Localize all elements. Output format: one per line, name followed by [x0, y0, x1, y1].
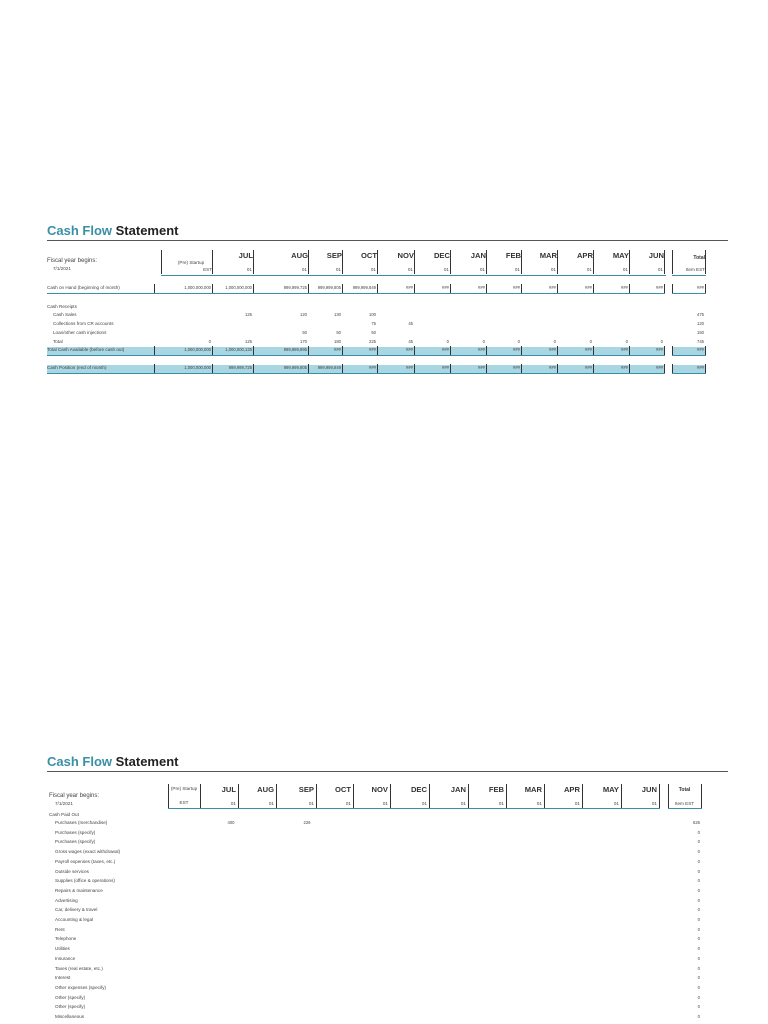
sheet1-receipt-cell: 75 — [371, 321, 376, 326]
sheet2-title — [47, 754, 179, 769]
sheet1-cell: ### — [656, 365, 663, 370]
sheet1-total-row-cell: 0 — [589, 339, 592, 344]
sheet2-paid-out-total: 0 — [697, 975, 700, 980]
sheet2-month-oct: OCT — [334, 785, 351, 794]
sheet2-paid-out-total: 0 — [697, 907, 700, 912]
sheet2-paid-out-total: 0 — [697, 888, 700, 893]
sheet2-col-divider — [506, 784, 507, 809]
sheet2-paid-out-label: Insurance — [55, 956, 76, 961]
sheet1-cell: ### — [585, 347, 592, 352]
sheet1-cell: ### — [513, 285, 520, 290]
sheet2-paid-out-total: 0 — [697, 946, 700, 951]
sheet2-month-sub: 01 — [536, 801, 542, 806]
sheet2-fiscal-date: 7/1/2021 — [55, 801, 73, 806]
sheet2-month-sub: 01 — [460, 801, 466, 806]
sheet1-total-cell: ### — [697, 285, 704, 290]
sheet2-month-nov: NOV — [371, 785, 388, 794]
sheet1-total-row-cell: 0 — [660, 339, 663, 344]
sheet1-month-jul: JUL — [238, 251, 253, 260]
sheet2-paid-out-total: 0 — [697, 966, 700, 971]
sheet2-month-sub: 01 — [651, 801, 657, 806]
sheet2-paid-out-jul: 400 — [227, 820, 235, 825]
sheet1-cell: ### — [406, 285, 413, 290]
sheet1-receipt-label: Collections from CR accounts — [53, 321, 114, 326]
sheet1-cell: ### — [442, 365, 449, 370]
sheet2-paid-out-total: 0 — [697, 956, 700, 961]
sheet1-month-sub: 01 — [443, 267, 449, 272]
sheet1-month-nov: NOV — [397, 251, 414, 260]
sheet2-paid-out-label: Payroll expenses (taxes, etc.) — [55, 859, 116, 864]
sheet2-paid-out-total: 0 — [697, 849, 700, 854]
sheet1-month-sub: 01 — [622, 267, 628, 272]
sheet1-total-row-cell: 0 — [517, 339, 520, 344]
sheet1-month-sub: 01 — [657, 267, 663, 272]
sheet2-paid-out-header: Cash Paid Out — [49, 812, 79, 817]
sheet1-month-sub: 01 — [370, 267, 376, 272]
sheet2-header-underline-total — [668, 808, 702, 809]
sheet2-col-divider — [668, 784, 669, 809]
sheet1-cell: ### — [369, 347, 376, 352]
sheet1-cell: ### — [656, 347, 663, 352]
sheet1-cell: ### — [478, 365, 485, 370]
sheet1-cell: 1,000,000,000 — [184, 285, 211, 290]
sheet2-month-apr: APR — [563, 785, 580, 794]
sheet1-cell: 999,999,805 — [317, 285, 341, 290]
sheet2-header-underline — [168, 808, 660, 809]
sheet1-cell: ### — [478, 347, 485, 352]
sheet2-paid-out-label: Gross wages (exact withdrawal) — [55, 849, 121, 854]
sheet2-paid-out-total: 0 — [697, 839, 700, 844]
sheet2-paid-out-total: 0 — [697, 995, 700, 1000]
sheet1-cell: ### — [621, 365, 628, 370]
sheet1-month-sub: 01 — [301, 267, 307, 272]
sheet1-total-row-cell: 225 — [369, 339, 376, 344]
sheet1-cell: 1,000,000,125 — [225, 347, 252, 352]
sheet2-paid-out-total: 0 — [697, 927, 700, 932]
sheet1-cell: 1,000,000,000 — [184, 347, 211, 352]
sheet2-paid-out-label: Other (specify) — [55, 1004, 86, 1009]
sheet2-col-divider — [276, 784, 277, 809]
sheet2-col-divider — [168, 784, 169, 809]
sheet1-total-row-cell: 170 — [300, 339, 307, 344]
sheet2-col-divider — [429, 784, 430, 809]
sheet1-cell: ### — [549, 285, 556, 290]
sheet2-paid-out-label: Utilities — [55, 946, 70, 951]
sheet1-total-label: Total — [693, 255, 705, 261]
sheet1-total-row-cell: 0 — [482, 339, 485, 344]
sheet2-paid-out-total: 0 — [697, 878, 700, 883]
sheet1-receipt-cell: 125 — [245, 312, 252, 317]
sheet2-title-rest: Statement — [115, 754, 179, 769]
sheet1-month-sub: 01 — [335, 267, 341, 272]
sheet1-receipt-total: 150 — [697, 330, 704, 335]
sheet2-total-sub: Item EST — [674, 801, 695, 806]
sheet2-paid-out-sep: 226 — [303, 820, 311, 825]
sheet1-cell: ### — [369, 365, 376, 370]
sheet2-paid-out-total: 0 — [697, 936, 700, 941]
sheet2-paid-out-total: 0 — [697, 898, 700, 903]
sheet2-col-divider — [390, 784, 391, 809]
sheet1-month-apr: APR — [576, 251, 593, 260]
sheet1-receipt-total: 120 — [697, 321, 704, 326]
sheet2-month-mar: MAR — [524, 785, 542, 794]
sheet1-month-jan: JAN — [470, 251, 486, 260]
sheet1-fiscal-label: Fiscal year begins: — [47, 258, 98, 264]
sheet1-cell: ### — [513, 365, 520, 370]
sheet1-receipt-label: Cash Sales — [53, 312, 77, 317]
sheet2-paid-out-total: 0 — [697, 1014, 700, 1019]
sheet2-paid-out-label: Car, delivery & travel — [55, 907, 98, 912]
sheet2-col-divider — [621, 784, 622, 809]
sheet1-cell: ### — [442, 285, 449, 290]
sheet1-total-row-cell: 0 — [553, 339, 556, 344]
sheet1-title-rest: Statement — [115, 223, 179, 238]
sheet2-col-divider — [582, 784, 583, 809]
sheet1-row-label: Cash Position (end of month) — [47, 365, 107, 370]
sheet2-paid-out-label: Supplies (office & operations) — [55, 878, 115, 883]
sheet1-receipt-cell: 120 — [300, 312, 307, 317]
sheet2-paid-out-total: 0 — [697, 869, 700, 874]
sheet1-receipt-cell: 50 — [371, 330, 376, 335]
sheet2-month-sep: SEP — [298, 785, 314, 794]
sheet1-cell: ### — [406, 347, 413, 352]
sheet2-month-sub: 01 — [421, 801, 427, 806]
sheet2-col-divider — [468, 784, 469, 809]
sheet2-fiscal-label: Fiscal year begins: — [49, 793, 100, 799]
sheet1-cell: 1,000,000,000 — [184, 365, 211, 370]
sheet1-receipt-cell: 50 — [336, 330, 341, 335]
sheet1-total-row-cell: 45 — [408, 339, 413, 344]
sheet1-cell: ### — [585, 365, 592, 370]
sheet2-paid-out-label: Outside services — [55, 869, 89, 874]
sheet1-month-sub: 01 — [479, 267, 485, 272]
sheet1-month-mar: MAR — [539, 251, 557, 260]
sheet1-fiscal-date: 7/1/2021 — [53, 266, 71, 271]
sheet1-receipt-cell: 130 — [334, 312, 341, 317]
sheet1-cell: ### — [406, 365, 413, 370]
sheet2-paid-out-label: Rent — [55, 927, 65, 932]
sheet2-col-divider — [238, 784, 239, 809]
sheet1-total-row-cell: 0 — [446, 339, 449, 344]
sheet2-col-divider — [353, 784, 354, 809]
sheet2-total-label: Total — [678, 787, 691, 793]
sheet1-receipt-label: Loan/other cash injections — [53, 330, 107, 335]
sheet2-month-sub: 01 — [613, 801, 619, 806]
sheet2-paid-out-label: Purchases (merchandise) — [55, 820, 108, 825]
sheet2-month-may: MAY — [602, 785, 619, 794]
sheet2-month-sub: 01 — [498, 801, 504, 806]
sheet2-month-sub: 01 — [230, 801, 236, 806]
sheet1-cell: 999,999,805 — [283, 365, 307, 370]
sheet1-receipt-cell: 50 — [302, 330, 307, 335]
sheet1-cell: ### — [656, 285, 663, 290]
sheet1-month-sub: 01 — [246, 267, 252, 272]
sheet1-cell: 999,999,725 — [283, 285, 307, 290]
sheet1-total-cell: ### — [697, 365, 704, 370]
sheet2-paid-out-label: Accounting & legal — [55, 917, 94, 922]
sheet2-month-sub: 01 — [308, 801, 314, 806]
sheet1-receipt-cell: 45 — [408, 321, 413, 326]
sheet1-title-accent: Cash Flow — [47, 223, 113, 238]
sheet1-cell: ### — [513, 347, 520, 352]
sheet1-cell: ### — [442, 347, 449, 352]
sheet2-col-divider — [701, 784, 702, 809]
sheet2-month-aug: AUG — [257, 785, 274, 794]
sheet1-cell: ### — [334, 347, 341, 352]
sheet1-cell: ### — [478, 285, 485, 290]
sheet2-month-jul: JUL — [221, 785, 236, 794]
sheet1-month-sub: 01 — [550, 267, 556, 272]
sheet1-total-row-cell: 125 — [245, 339, 252, 344]
sheet2-title-accent: Cash Flow — [47, 754, 113, 769]
sheet1-month-oct: OCT — [360, 251, 377, 260]
sheet2-month-dec: DEC — [410, 785, 427, 794]
sheet1-month-jun: JUN — [648, 251, 664, 260]
sheet1-prestartup-label: (Pre) Startup — [177, 260, 205, 265]
sheet1-cell: ### — [549, 365, 556, 370]
sheet1-month-sub: 01 — [407, 267, 413, 272]
sheet1-cell: 1,000,000,000 — [225, 285, 252, 290]
sheet1-cell: 999,999,895 — [283, 347, 307, 352]
sheet2-paid-out-label: Repairs & maintenance — [55, 888, 103, 893]
sheet1-receipt-total: 475 — [697, 312, 704, 317]
sheet2-est-label: EST — [179, 800, 189, 805]
sheet1-month-sep: SEP — [326, 251, 342, 260]
sheet1-est-label: EST — [203, 267, 212, 272]
sheet1-total-cell: ### — [697, 347, 704, 352]
sheet1-cell: 999,999,849 — [352, 285, 376, 290]
sheet1-cell: ### — [621, 347, 628, 352]
sheet2-month-sub: 01 — [345, 801, 351, 806]
sheet1-receipts-header: Cash Receipts — [47, 304, 77, 309]
sheet1-total-row-label: Total — [53, 339, 63, 344]
sheet2-paid-out-label: Interest — [55, 975, 71, 980]
sheet2-month-jan: JAN — [450, 785, 466, 794]
sheet2-col-divider — [316, 784, 317, 809]
sheet2-title-rule — [47, 771, 728, 772]
sheet1-cell: 999,999,849 — [317, 365, 341, 370]
sheet2-paid-out-label: Other (specify) — [55, 995, 86, 1000]
sheet2-paid-out-label: Purchases (specify) — [55, 839, 96, 844]
sheet2-paid-out-total: 0 — [697, 985, 700, 990]
sheet1-month-feb: FEB — [505, 251, 521, 260]
sheet1-month-dec: DEC — [433, 251, 450, 260]
sheet2-col-divider — [200, 784, 201, 809]
sheet1-month-may: MAY — [612, 251, 629, 260]
sheet1-cell: 999,999,725 — [228, 365, 252, 370]
sheet1-total-sub: Item EST — [685, 267, 705, 272]
sheet2-paid-out-label: Other expenses (specify) — [55, 985, 107, 990]
sheet2-paid-out-label: Advertising — [55, 898, 78, 903]
sheet1-row-label: Total Cash Available (before cash out) — [47, 347, 125, 352]
sheet2-paid-out-total: 626 — [693, 820, 700, 825]
sheet1-cell: ### — [621, 285, 628, 290]
sheet2-paid-out-label: Purchases (specify) — [55, 830, 96, 835]
sheet1-row-label: Cash on Hand (beginning of month) — [47, 285, 120, 290]
sheet2-paid-out-total: 0 — [697, 859, 700, 864]
sheet2-month-feb: FEB — [488, 785, 504, 794]
sheet2-col-divider — [544, 784, 545, 809]
sheet1-cell: ### — [549, 347, 556, 352]
sheet1-receipt-cell: 100 — [369, 312, 376, 317]
sheet2-paid-out-total: 0 — [697, 1004, 700, 1009]
sheet2-paid-out-label: Telephone — [55, 936, 77, 941]
sheet1-month-aug: AUG — [291, 251, 308, 260]
sheet1-total-row-cell: 180 — [334, 339, 341, 344]
sheet1-month-sub: 01 — [586, 267, 592, 272]
sheet2-month-sub: 01 — [574, 801, 580, 806]
sheet2-month-sub: 01 — [268, 801, 274, 806]
sheet2-col-divider — [659, 784, 660, 809]
sheet2-prestartup-label: (Pre) Startup — [170, 786, 198, 791]
sheet1-cell: ### — [585, 285, 592, 290]
sheet2-paid-out-total: 0 — [697, 830, 700, 835]
sheet1-total-row-total: 745 — [697, 339, 704, 344]
sheet1-month-sub: 01 — [514, 267, 520, 272]
sheet2-paid-out-label: Miscellaneous — [55, 1014, 85, 1019]
sheet1-total-row-cell: 0 — [625, 339, 628, 344]
sheet2-paid-out-label: Taxes (real estate, etc.) — [55, 966, 103, 971]
sheet2-paid-out-total: 0 — [697, 917, 700, 922]
sheet2-month-sub: 01 — [382, 801, 388, 806]
sheet1-total-row-cell: 0 — [208, 339, 211, 344]
sheet2-month-jun: JUN — [641, 785, 657, 794]
